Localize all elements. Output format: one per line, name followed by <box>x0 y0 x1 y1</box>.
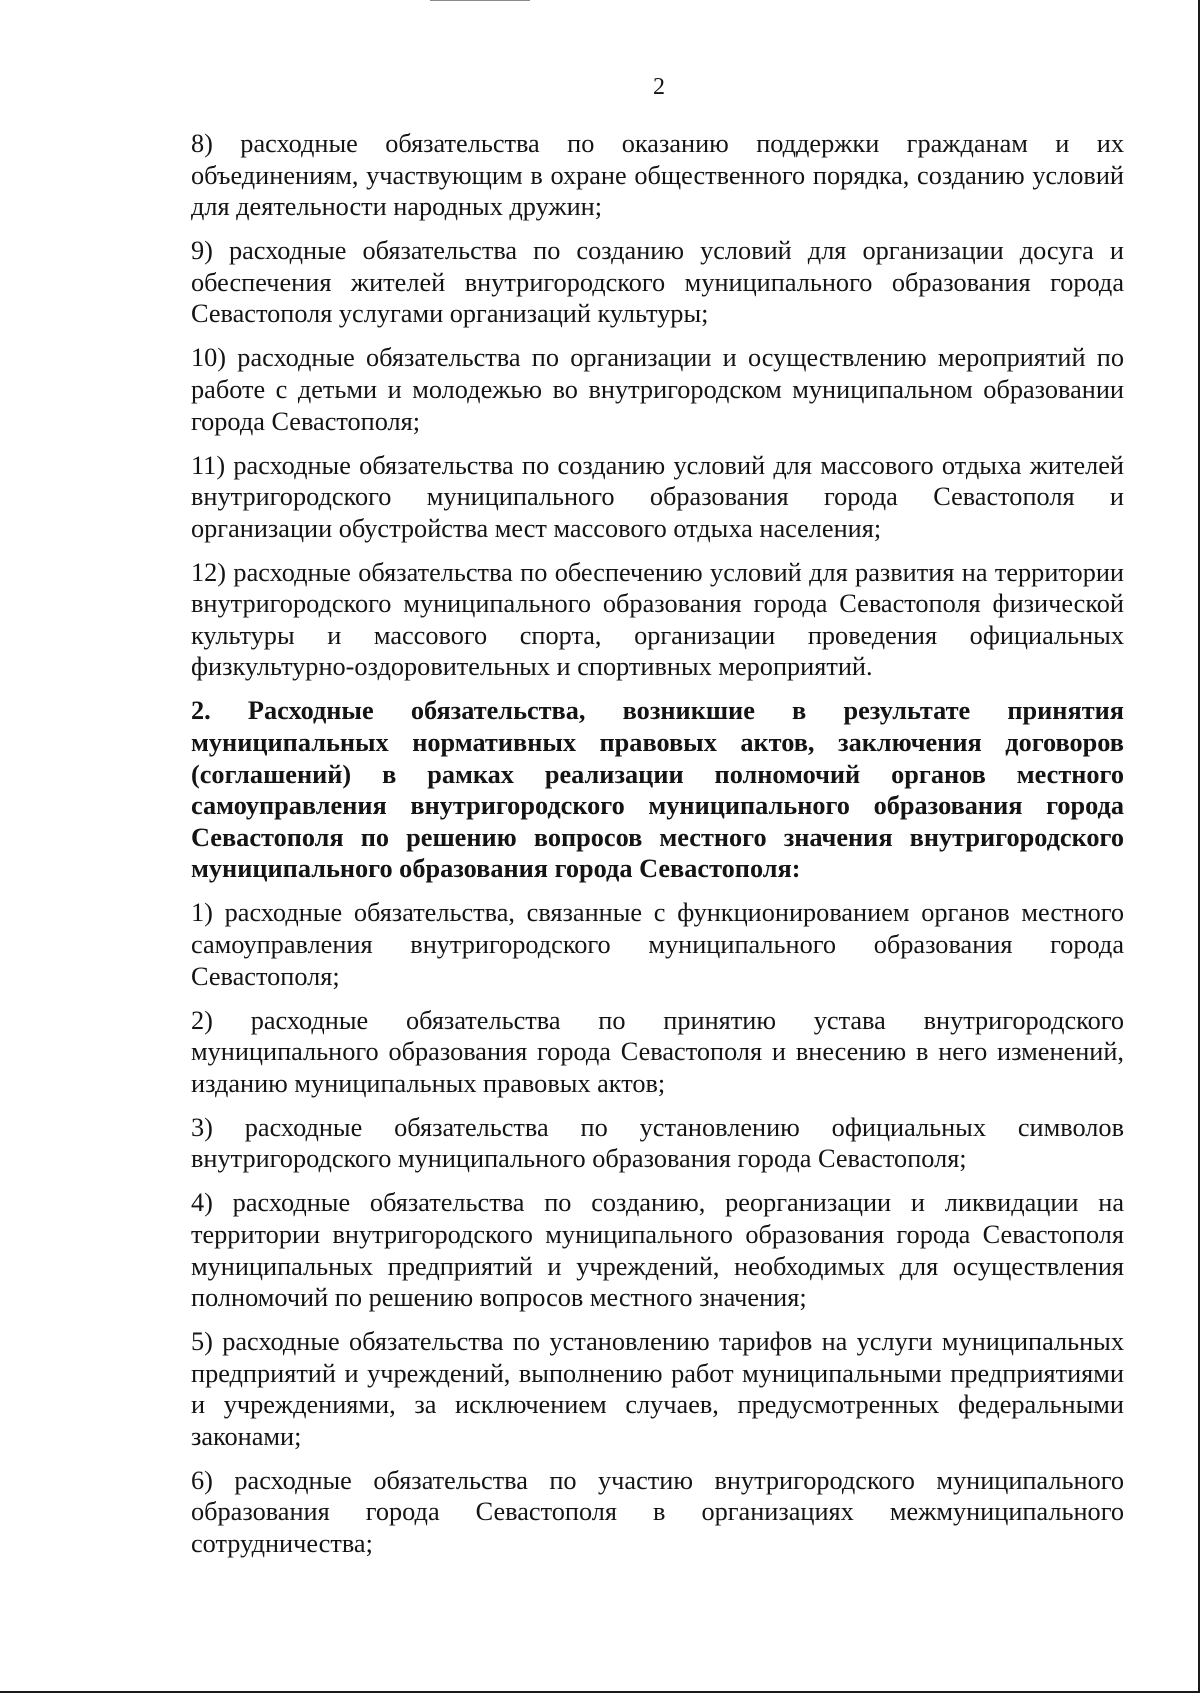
paragraph-item-5: 5) расходные обязательства по установлению тарифов на услуги муниципальных предприятий и учреждений, выполнению работ муниципальными предприятиями и учреждениями, за исключением случаев, предусмотренных федеральными законами; <box>191 1327 1124 1451</box>
paragraph-item-3: 3) расходные обязательства по установлению официальных символов внутригородского муниципального образования города Севастополя; <box>191 1112 1124 1174</box>
paragraph-item-12: 12) расходные обязательства по обеспечению условий для развития на территории внутригородского муниципального образования города Севастополя физической культуры и массового спорта, организации проведения официальных физкультурно-оздоровительных и спортивных мероприятий. <box>191 557 1124 682</box>
section-heading-2: 2. Расходные обязательства, возникшие в результате принятия муниципальных нормативных правовых актов, заключения договоров (соглашений) в рамках реализации полномочий органов местного самоуправления внутригородского муниципального образования города Севастополя по решению вопросов местного значения внутригородского муниципального образования города Севастополя: <box>191 696 1124 884</box>
paragraph-item-11: 11) расходные обязательства по созданию условий для массового отдыха жителей внутригородского муниципального образования города Севастополя и организации обустройства мест массового отдыха населения; <box>191 450 1124 543</box>
paragraph-item-8: 8) расходные обязательства по оказанию поддержки гражданам и их объединениям, участвующим в охране общественного порядка, созданию условий для деятельности народных дружин; <box>191 129 1124 222</box>
document-body <box>191 128 1124 1572</box>
paragraph-item-9: 9) расходные обязательства по созданию условий для организации досуга и обеспечения жителей внутригородского муниципального образования города Севастополя услугами организаций культуры; <box>191 236 1124 329</box>
paragraph-item-10: 10) расходные обязательства по организации и осуществлению мероприятий по работе с детьми и молодежью во внутригородском муниципальном образовании города Севастополя; <box>191 343 1124 436</box>
paragraph-item-6: 6) расходные обязательства по участию внутригородского муниципального образования города Севастополя в организациях межмуниципального сотрудничества; <box>191 1465 1124 1559</box>
scan-edge-top <box>430 0 530 1</box>
paragraph-item-1: 1) расходные обязательства, связанные с функционированием органов местного самоуправления внутригородского муниципального образования города Севастополя; <box>191 898 1124 991</box>
paragraph-item-2: 2) расходные обязательства по принятию устава внутригородского муниципального образования города Севастополя и внесению в него изменений, изданию муниципальных правовых актов; <box>191 1005 1124 1098</box>
page-number: 2 <box>653 74 665 100</box>
paragraph-item-4: 4) расходные обязательства по созданию, реорганизации и ликвидации на территории внутригородского муниципального образования города Севастополя муниципальных предприятий и учреждений, необходимых для осуществления полномочий по решению вопросов местного значения; <box>191 1188 1124 1313</box>
